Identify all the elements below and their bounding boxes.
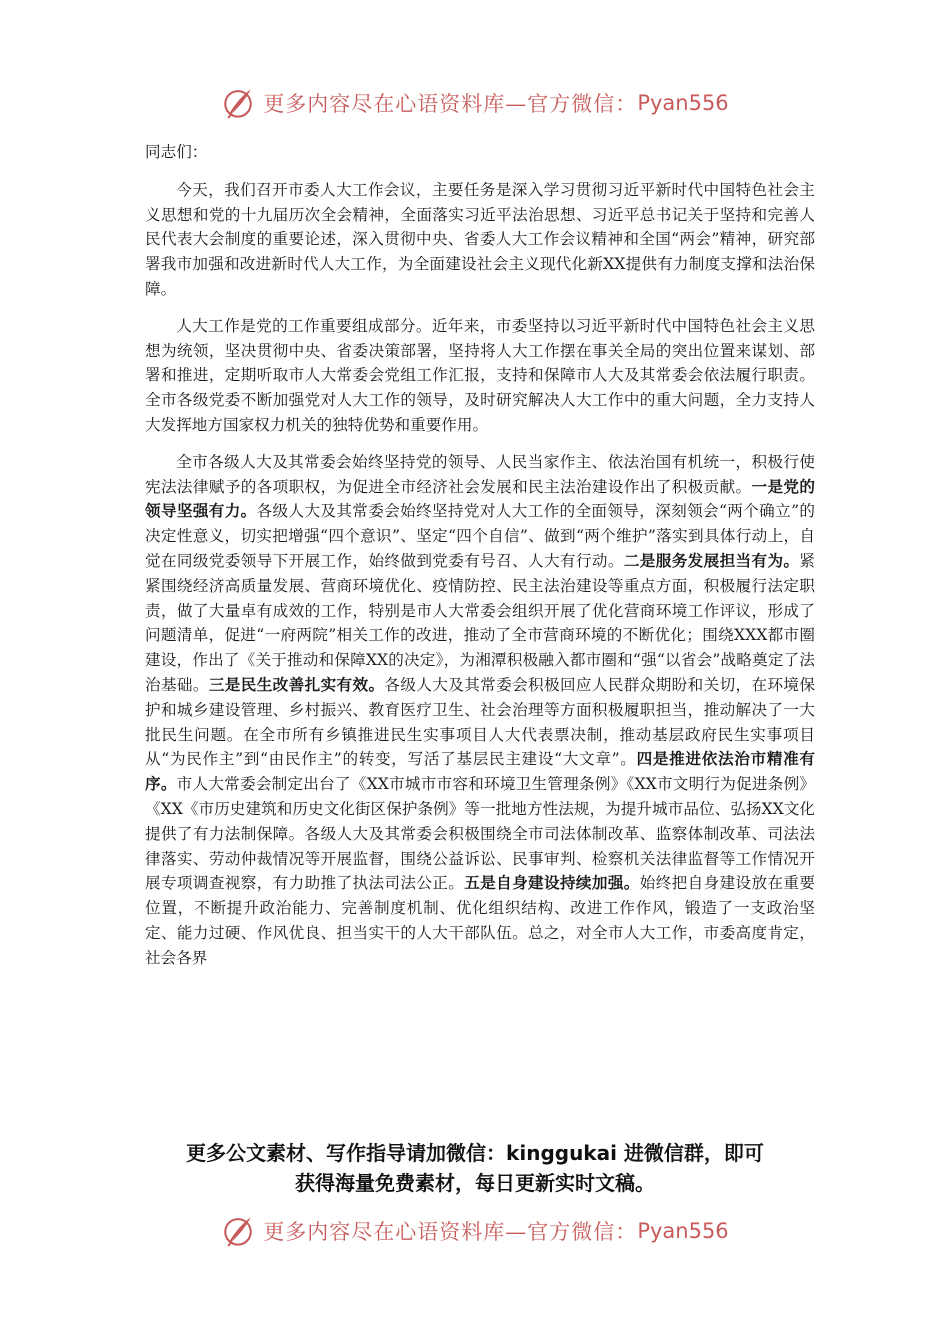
point-4-heading: 四是推进依法治市精准有序。	[145, 750, 815, 794]
point-1-text: 各级人大及其常委会始终坚持党对人大工作的全面领导，深刻领会“两个确立”的决定性意义，切实把增强“四个意识”、坚定“四个自信”、做到“两个维护”落实到具体行动上，自觉在同级党委领导下开展工作，始终做到党委有号召、人大有行动。	[145, 502, 815, 570]
quill-pen-icon	[221, 1214, 255, 1248]
promo-line-1: 更多公文素材、写作指导请加微信：kinggukai 进微信群，即可	[186, 1141, 764, 1165]
header-banner-text: 更多内容尽在心语资料库—官方微信：	[263, 92, 638, 116]
promo-line-2: 获得海量免费素材，每日更新实时文稿。	[295, 1171, 655, 1195]
paragraph-2: 人大工作是党的工作重要组成部分。近年来，市委坚持以习近平新时代中国特色社会主义思想为统领，坚决贯彻中央、省委决策部署，坚持将人大工作摆在事关全局的突出位置来谋划、部署和推进，定期听取市人大常委会党组工作汇报，支持和保障市人大及其常委会依法履行职责。全市各级党委不断加强党对人大工作的领导，及时研究解决人大工作中的重大问题，全力支持人大发挥地方国家权力机关的独特优势和重要作用。	[145, 316, 815, 434]
point-4-text: 市人大常委会制定出台了《XX市城市市容和环境卫生管理条例》《XX市文明行为促进条例》《XX《市历史建筑和历史文化街区保护条例》等一批地方性法规，为提升城市品位、弘扬XX文化提供了有力法制保障。各级人大及其常委会积极围绕全市司法体制改革、监察体制改革、司法法律落实、劳动仲裁情况等开展监督，围绕公益诉讼、民事审判、检察机关法律监督等工作情况开展专项调查视察，有力助推了执法司法公正。	[145, 775, 815, 893]
salutation: 同志们：	[145, 143, 208, 161]
point-2-heading: 二是服务发展担当有为。	[623, 551, 800, 570]
document-body	[145, 140, 815, 983]
quill-pen-icon	[221, 86, 255, 120]
footer-banner	[0, 1211, 950, 1251]
point-5-text: 始终把自身建设放在重要位置，不断提升政治能力、完善制度机制、优化组织结构、改进工作作风，锻造了一支政治坚定、能力过硬、作风优良、担当实干的人大干部队伍。总之，对全市人大工作，市委高度肯定，社会各界	[145, 874, 815, 967]
point-3-text: 各级人大及其常委会积极回应人民群众期盼和关切，在环境保护和城乡建设管理、乡村振兴、教育医疗卫生、社会治理等方面积极履职担当，推动解决了一大批民生问题。在全市所有乡镇推进民生实事项目人大代表票决制，推动基层政府民生实事项目从“为民作主”到“由民作主”的转变，写活了基层民主建设“大文章”。	[145, 675, 815, 769]
point-3-heading: 三是民生改善扎实有效。	[208, 675, 385, 694]
point-2-text: 紧紧围绕经济高质量发展、营商环境优化、疫情防控、民主法治建设等重点方面，积极履行法定职责，做了大量卓有成效的工作，特别是市人大常委会组织开展了优化营商环境工作评议，形成了问题清单，促进“一府两院”相关工作的改进，推动了全市营商环境的不断优化；围绕XXX都市圈建设，作出了《关于推动和保障XX的决定》，为湘潭积极融入都市圈和“强“以省会”战略奠定了法治基础。	[145, 551, 815, 694]
footer-banner-wechat-id: Pyan556	[637, 1219, 729, 1243]
footer-banner-text: 更多内容尽在心语资料库—官方微信：	[263, 1220, 638, 1244]
point-5-heading: 五是自身建设持续加强。	[464, 874, 640, 893]
header-banner	[0, 83, 950, 123]
paragraph-3-intro: 全市各级人大及其常委会始终坚持党的领导、人民当家作主、依法治国有机统一，积极行使宪法法律赋予的各项职权，为促进全市经济社会发展和民主法治建设作出了积极贡献。	[145, 452, 815, 496]
point-1-heading: 一是党的领导坚强有力。	[145, 477, 815, 521]
promo-notice	[120, 1138, 830, 1198]
header-banner-wechat-id: Pyan556	[637, 91, 729, 115]
paragraph-1: 今天，我们召开市委人大工作会议，主要任务是深入学习贯彻习近平新时代中国特色社会主义思想和党的十九届历次全会精神，全面落实习近平法治思想、习近平总书记关于坚持和完善人民代表大会制度的重要论述，深入贯彻中央、省委人大工作会议精神和全国“两会”精神，研究部署我市加强和改进新时代人大工作，为全面建设社会主义现代化新XX提供有力制度支撑和法治保障。	[145, 180, 815, 298]
paragraph-3	[145, 450, 815, 971]
